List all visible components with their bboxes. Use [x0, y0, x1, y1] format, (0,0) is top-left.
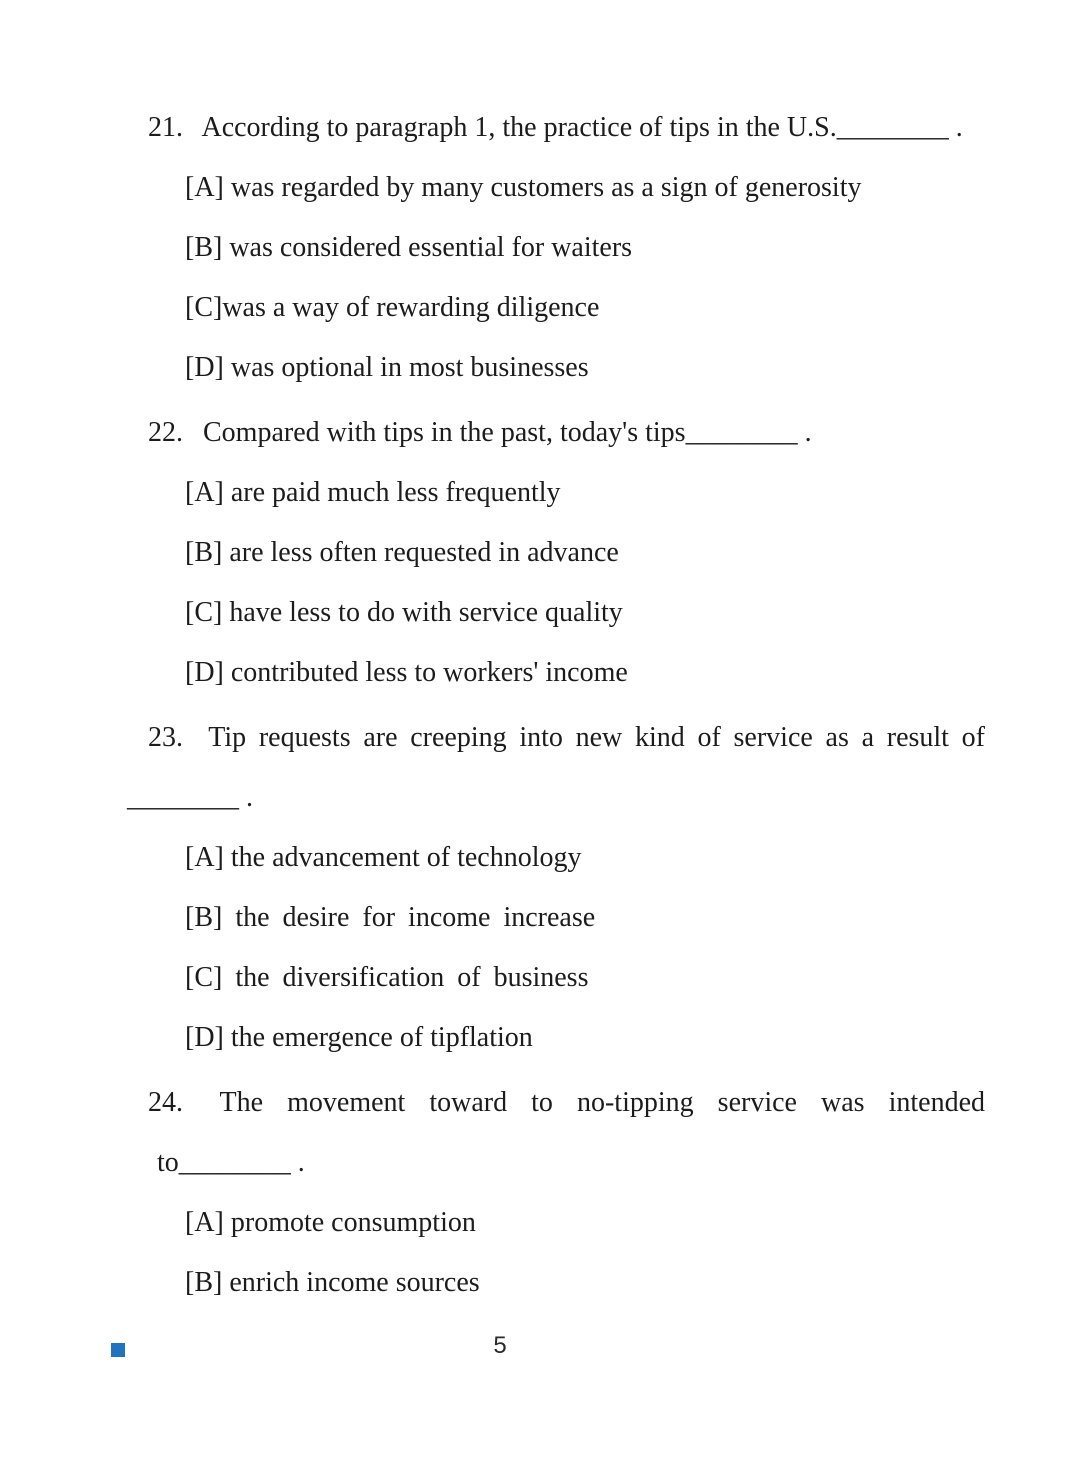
question-block: [148, 98, 985, 398]
answer-option: [B] the desire for income increase: [185, 902, 596, 933]
answer-option: [A] was regarded by many customers as a sign of generosity: [185, 172, 862, 203]
question-stem: [148, 1073, 985, 1133]
answer-option: [B] are less often requested in advance: [185, 537, 619, 568]
question-stem: [148, 98, 985, 158]
answer-option: [A] promote consumption: [185, 1207, 476, 1238]
answer-option: [B] enrich income sources: [185, 1267, 480, 1298]
answer-option: [D] the emergence of tipflation: [185, 1022, 533, 1053]
question-block: [148, 403, 985, 703]
question-number: 21.: [148, 112, 183, 143]
answer-option: [A] are paid much less frequently: [185, 477, 561, 508]
question-block: [127, 708, 985, 1068]
answer-option: [D] contributed less to workers' income: [185, 657, 628, 688]
question-list: [127, 98, 985, 1313]
question-text: Compared with tips in the past, today's tips________ .: [203, 417, 812, 448]
answer-option: [C] the diversification of business: [185, 962, 589, 993]
question-stem-continuation: ________ .: [127, 782, 253, 813]
question-text: Tip requests are creeping into new kind of service as a result of: [208, 722, 985, 753]
question-stem: [148, 403, 985, 463]
answer-option: [C]was a way of rewarding diligence: [185, 292, 600, 323]
question-number: 23.: [148, 722, 183, 753]
answer-option: [C] have less to do with service quality: [185, 597, 623, 628]
page-number: 5: [493, 1332, 507, 1359]
question-block: [148, 1073, 985, 1313]
question-text: According to paragraph 1, the practice of tips in the U.S.________ .: [201, 112, 963, 143]
question-text: The movement toward to no-tipping service was intended: [219, 1087, 985, 1118]
answer-option: [B] was considered essential for waiters: [185, 232, 633, 263]
question-stem: [148, 708, 985, 768]
question-stem-continuation: to________ .: [157, 1147, 305, 1178]
answer-option: [A] the advancement of technology: [185, 842, 582, 873]
question-number: 24.: [148, 1087, 183, 1118]
footer-marker-square: [111, 1343, 125, 1357]
question-number: 22.: [148, 417, 183, 448]
answer-option: [D] was optional in most businesses: [185, 352, 589, 383]
